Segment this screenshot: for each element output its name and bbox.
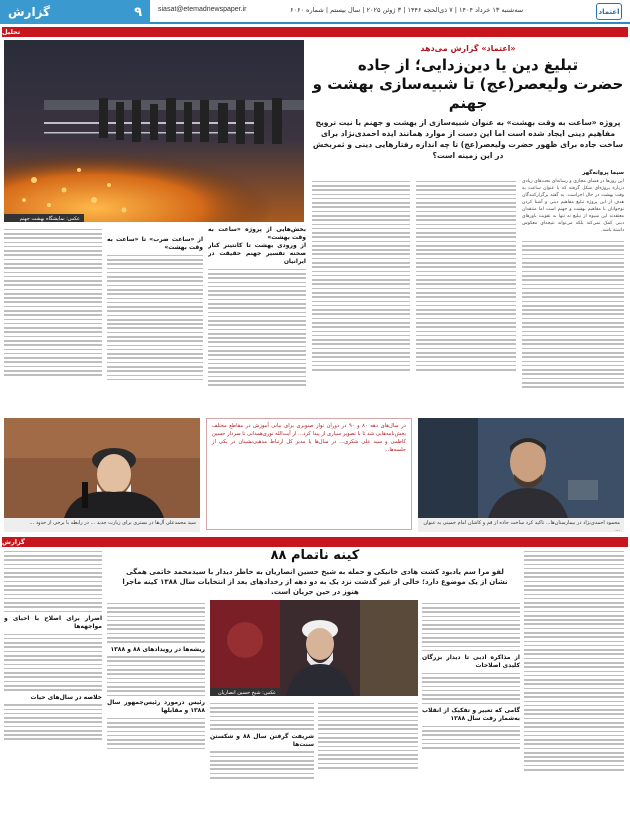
band-label: تحلیل	[2, 28, 21, 36]
section-band-report	[2, 537, 628, 547]
story2-header	[120, 548, 510, 597]
page-number: ۹	[134, 4, 142, 20]
exhibit-photo-caption: عکس: نمایشگاه بهشت جهنم	[4, 214, 84, 222]
logo-text: اعتماد	[598, 7, 620, 16]
story2-col-e	[422, 600, 520, 818]
story2-headline: کینه ناتمام ۸۸	[270, 548, 360, 563]
cleric-photo-left-caption: سید محمدعلی آل‌ها در بستری برای زیارت جدید ... در رابطه با برخی از حدود ...	[4, 518, 200, 532]
ansarian-photo-svg	[210, 600, 418, 696]
cleric-photo-left	[4, 418, 200, 518]
story2-subhead-5: ریشه‌ها در رویدادهای ۸۸ و ۱۳۸۸	[110, 645, 205, 653]
story2-subhead-3: اصرار برای اصلاح با احیای و مواجهه‌ها	[4, 614, 102, 630]
story1-kicker: «اعتماد» گزارش می‌دهد	[420, 44, 516, 53]
story1-body-text: این روزها در فضای مجازی و رسانه‌ای بحث‌های زیادی درباره پروژه‌ای شکل گرفته که با عنوان ساعت به وقت بهشت در حال اجراست. به گفته برگزارکنندگان هدف از این پروژه تبلیغ مفاهیم دینی و آشنا کردن نوجوانان با مفاهیم بهشت و جهنم است اما منتقدان معتقدند این شیوه از تبلیغ نه تنها به تقویت باورهای دینی کمک نمی‌کند بلکه می‌تواند نتیجه‌ای معکوس داشته باشد.	[522, 179, 624, 233]
ansarian-photo-caption: عکس: شیخ حسین انصاریان	[210, 688, 280, 696]
story2-subhead-7: شریفت گرفتن سال ۸۸ و شکستن سنت‌ها	[210, 732, 314, 748]
story1-subhead-2: از «ساعت ضرب» تا «ساعت به وقت بهشت»	[107, 236, 203, 251]
story1-col-e	[107, 226, 203, 406]
newspaper-logo	[596, 3, 622, 20]
story2-col-b	[107, 600, 205, 818]
story1-col-b	[416, 178, 516, 406]
story1-col-c	[522, 178, 624, 406]
story1-subhead-1b: از ورودی بهشت تا کانتینر کنار صحنه تفسیر جهنم حقیقت در ایرانیان	[208, 242, 306, 265]
exhibit-photo	[4, 40, 304, 222]
story1-col-a	[312, 178, 410, 406]
cleric-photo-left-svg	[4, 418, 200, 518]
section-title: گزارش	[8, 5, 51, 19]
section-band-analysis	[2, 27, 628, 37]
story2-subhead-4: خلاصه در سال‌های حیات	[30, 693, 102, 701]
story2-subhead-6: رئیس درمورد رئیس‌جمهور سال ۱۳۸۸ و مقابلها	[107, 699, 205, 714]
quote-box: در سال‌های دهه ۸۰ و ۹۰ در دوران نواز صنوبری برای بیانی آموزش در مقاطع مختلف بخش‌نامه‌هایی شد تا با تصویر سیاری از پیدا کرد... از آیت‌الله نوری‌همدانی تا سردار حسین کاظمی و سید علی شکری... در سال‌ها یا مدیر کل ارتباط مذهبی‌نشینان در یکی از جلسه‌ها...	[206, 418, 412, 530]
story1-header	[312, 44, 624, 161]
story1-col-d	[4, 226, 102, 406]
band-label-2: گزارش	[2, 538, 25, 546]
story1-col-f	[208, 226, 306, 406]
story2-lead: لفو مرا سم یادبود کشت هادی خانیکی و حمله به شیخ حسین انصاریان به خاطر دیدار با سیدمحمد خاتمی همگی نشان از یک موضوع دارد؛ خالی از غیر گذشت نزد یک به دو دهه از رخدادهای بعد از انتخابات سال ۱۳۸۸ کینه ماجرا هنوز در حین جریان است.	[122, 568, 508, 596]
email-address[interactable]: siasat@etemadnewspaper.ir	[158, 6, 247, 13]
story1-headline-2: حضرت ولیعصر(عج) تا شبیه‌سازی بهشت و جهنم	[312, 75, 624, 112]
story2-subhead-1: از مذاکره ادبی تا دیدار بزرگان کلیدی اصلاحات	[422, 654, 520, 670]
story2-col-a	[4, 548, 102, 818]
ansarian-photo	[210, 600, 418, 696]
story1-byline: سیما پروانه‌گهر	[582, 170, 624, 176]
exhibit-photo-svg	[4, 40, 304, 222]
ahmadinejad-photo	[418, 418, 624, 518]
issue-date-line: سه‌شنبه ۱۳ خرداد ۱۴۰۴ | ۷ ذی‌الحجه ۱۴۴۶ | ۳ ژوئن ۲۰۲۵ | سال بیستم | شماره ۶۰۶۰	[290, 6, 524, 14]
masthead	[0, 0, 630, 24]
story2-col-f	[524, 548, 624, 818]
story1-lead: پروژه «ساعت به وقت بهشت» به عنوان شبیه‌سازی از بهشت و جهنم با نیت ترویج مفاهیم دینی ایجاد شده است اما این دست از موارد همانند ایده احمدی‌نژاد برای ساخت جاده برای ظهور حضرت ولیعصر(عج) تا چه اندازه رفتارهایی دینی و ثمربخش در این زمینه است؟	[312, 118, 624, 160]
ahmadinejad-photo-caption: محمود احمدی‌نژاد در بیمارستان‌ها... تاکید کرد ساخت جاده از قم و کاشان امام خمینی به عنوان ...	[418, 518, 624, 532]
story2-col-c	[210, 700, 314, 818]
ahmadinejad-photo-svg	[418, 418, 624, 518]
section-tab	[0, 0, 150, 24]
story2-col-d	[318, 700, 418, 818]
story1-subhead-1: بخش‌هایی از پروژه «ساعت به وقت بهشت»	[208, 226, 306, 241]
story1-headline-1: تبلیغ دین یا دین‌زدایی؛ از جاده	[357, 56, 579, 74]
story2-subhead-2: گامی که تعبیر و تفکیک از انقلاب به‌شمار رفت سال ۱۳۸۸	[422, 707, 520, 722]
